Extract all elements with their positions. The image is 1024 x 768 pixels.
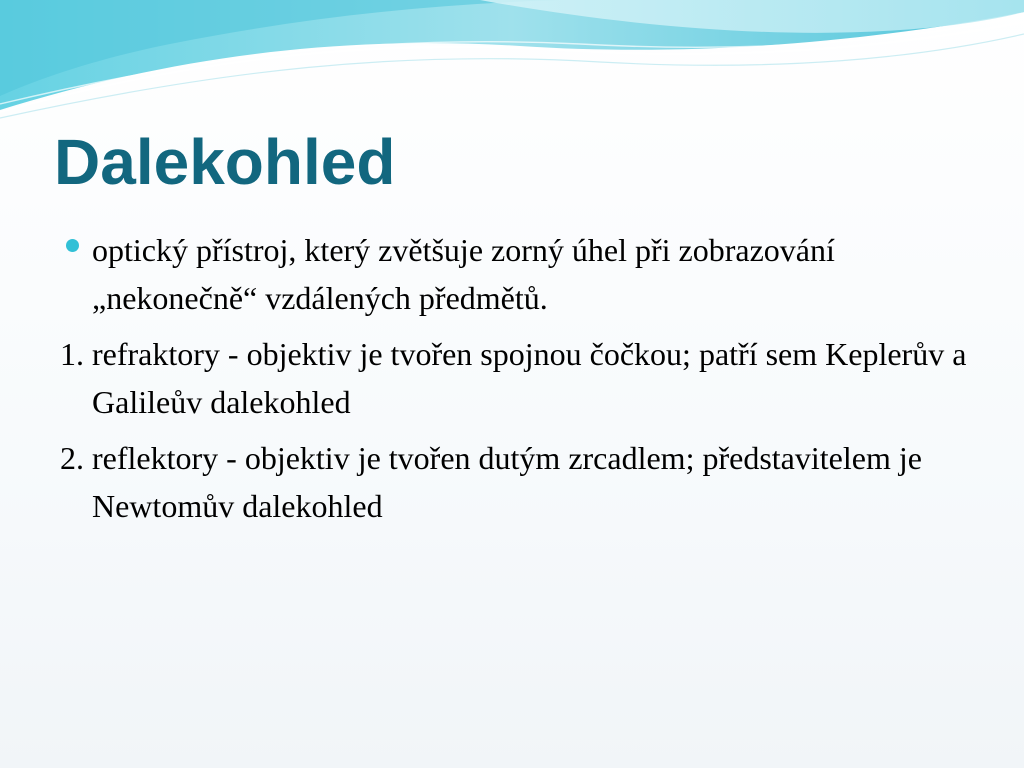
numbered-item-2: 2. reflektory - objektiv je tvořen dutým zrcadlem; představitelem je Newtomův dalekohled	[60, 440, 922, 524]
numbered-item-1: 1. refraktory - objektiv je tvořen spojnou čočkou; patří sem Keplerův a Galileův dalekohled	[60, 336, 967, 420]
slide-content	[60, 226, 1000, 538]
bullet-dot-icon	[66, 239, 79, 252]
decorative-wave-header	[0, 0, 1024, 140]
slide-title: Dalekohled	[54, 126, 396, 198]
bullet-item	[60, 226, 1000, 322]
bullet-text: optický přístroj, který zvětšuje zorný úhel při zobrazování „nekonečně“ vzdálených předmětů.	[92, 232, 835, 316]
